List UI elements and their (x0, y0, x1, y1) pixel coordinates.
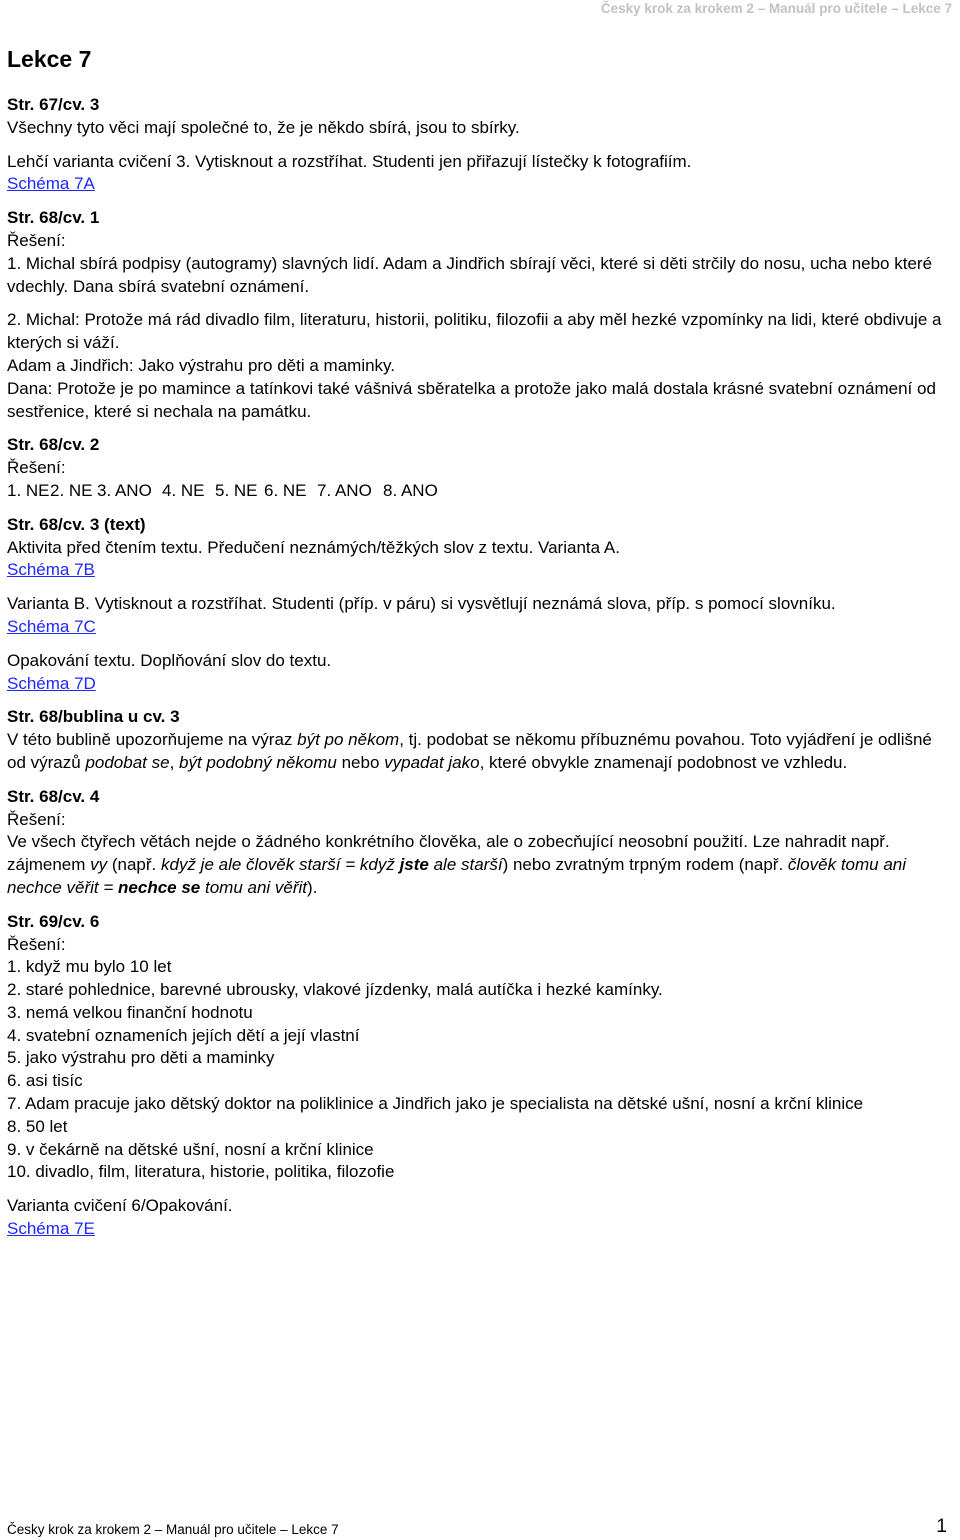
page-number: 1 (936, 1516, 947, 1537)
section-heading: Str. 67/cv. 3 (7, 95, 100, 114)
answer-item: 4. NE (162, 480, 205, 500)
section-heading: Str. 68/cv. 1 (7, 208, 100, 228)
section-heading: Str. 68/cv. 2 (7, 435, 100, 455)
lesson-title: Lekce 7 (7, 46, 92, 72)
list-item: 7. Adam pracuje jako dětský doktor na poliklinice a Jindřich jako je specialista na dětské ušní, nosní a krční klinice (7, 1094, 864, 1114)
schema-7a-link[interactable]: Schéma 7A (7, 174, 95, 194)
section-heading: Str. 69/cv. 6 (7, 911, 100, 931)
answer-list (7, 480, 953, 503)
list-item: 1. když mu bylo 10 let (7, 957, 172, 977)
list-item: 4. svatební oznameních jejích dětí a její vlastní (7, 1025, 360, 1045)
answer-item: 1. NE (7, 480, 50, 500)
solution-label: Řešení: (7, 934, 66, 954)
answer-item: 8. ANO (383, 480, 438, 500)
schema-7d-link[interactable]: Schéma 7D (7, 673, 96, 693)
answer-item: 2. NE (50, 480, 93, 500)
section-heading: Str. 68/cv. 4 (7, 786, 100, 806)
footer-text: Česky krok za krokem 2 – Manuál pro učitele – Lekce 7 (7, 1522, 339, 1537)
schema-7b-link[interactable]: Schéma 7B (7, 560, 95, 580)
bubble-explanation: V této bublině upozorňujeme na výraz být po někom, tj. podobat se někomu příbuznému povahou. Toto vyjádření je odlišné od výrazů podobat se, být podobný někomu nebo vypadat jako, které obvykle znamenají podobnost ve vzhledu. (7, 730, 932, 772)
solution-label: Řešení: (7, 458, 66, 478)
section-heading: Str. 68/cv. 3 (text) (7, 514, 146, 534)
paragraph: Všechny tyto věci mají společné to, že je někdo sbírá, jsou to sbírky. (7, 117, 520, 137)
answer-item: 6. NE (264, 480, 307, 500)
list-item: 10. divadlo, film, literatura, historie, politika, filozofie (7, 1162, 395, 1182)
paragraph: Aktivita před čtením textu. Předučení neznámých/těžkých slov z textu. Varianta A. (7, 537, 620, 557)
answer-paragraph: Adam a Jindřich: Jako výstrahu pro děti a maminky. (7, 355, 396, 375)
answer-paragraph: Ve všech čtyřech větách nejde o žádného konkrétního člověka, ale o zobecňující neosobní použití. Lze nahradit např. zájmenem vy (např. když je ale člověk starší = když jste ale starší) nebo zvratným trpným rodem (např. člověk tomu ani nechce věřit = nechce se tomu ani věřit). (7, 832, 907, 897)
schema-7e-link[interactable]: Schéma 7E (7, 1219, 95, 1239)
running-header: Česky krok za krokem 2 – Manuál pro učitele – Lekce 7 (600, 1, 952, 16)
list-item: 6. asi tisíc (7, 1071, 83, 1091)
answer-paragraph: Dana: Protože je po mamince a tatínkovi také vášnivá sběratelka a protože jako malá dostala krásné svatební oznámení od sestřenice, které si nechala na památku. (7, 378, 936, 421)
solution-label: Řešení: (7, 809, 66, 829)
answer-paragraph: 1. Michal sbírá podpisy (autogramy) slavných lidí. Adam a Jindřich sbírají věci, které si děti strčily do nosu, ucha nebo které vdechly. Dana sbírá svatební oznámení. (7, 253, 933, 296)
paragraph: Lehčí varianta cvičení 3. Vytisknout a rozstříhat. Studenti jen přiřazují lístečky k fotografiím. (7, 151, 692, 171)
list-item: 3. nemá velkou finanční hodnotu (7, 1002, 253, 1022)
answer-item: 3. ANO (97, 480, 152, 500)
schema-7c-link[interactable]: Schéma 7C (7, 616, 96, 636)
answer-item: 7. ANO (317, 480, 372, 500)
paragraph: Varianta cvičení 6/Opakování. (7, 1196, 233, 1216)
paragraph: Opakování textu. Doplňování slov do textu. (7, 650, 332, 670)
list-item: 8. 50 let (7, 1116, 68, 1136)
section-heading: Str. 68/bublina u cv. 3 (7, 707, 180, 727)
answer-item: 5. NE (215, 480, 258, 500)
paragraph: Varianta B. Vytisknout a rozstříhat. Studenti (příp. v páru) si vysvětlují neznámá slova, příp. s pomocí slovníku. (7, 594, 836, 614)
page-footer (7, 1518, 947, 1540)
list-item: 2. staré pohlednice, barevné ubrousky, vlakové jízdenky, malá autíčka i hezké kamínky. (7, 980, 663, 1000)
answer-paragraph: 2. Michal: Protože má rád divadlo film, literaturu, historii, politiku, filozofii a aby měl hezké vzpomínky na lidi, které obdivuje a kterých si váží. (7, 310, 942, 353)
document-body (7, 94, 953, 1241)
list-item: 5. jako výstrahu pro děti a maminky (7, 1048, 275, 1068)
list-item: 9. v čekárně na dětské ušní, nosní a krční klinice (7, 1139, 374, 1159)
solution-label: Řešení: (7, 230, 66, 250)
